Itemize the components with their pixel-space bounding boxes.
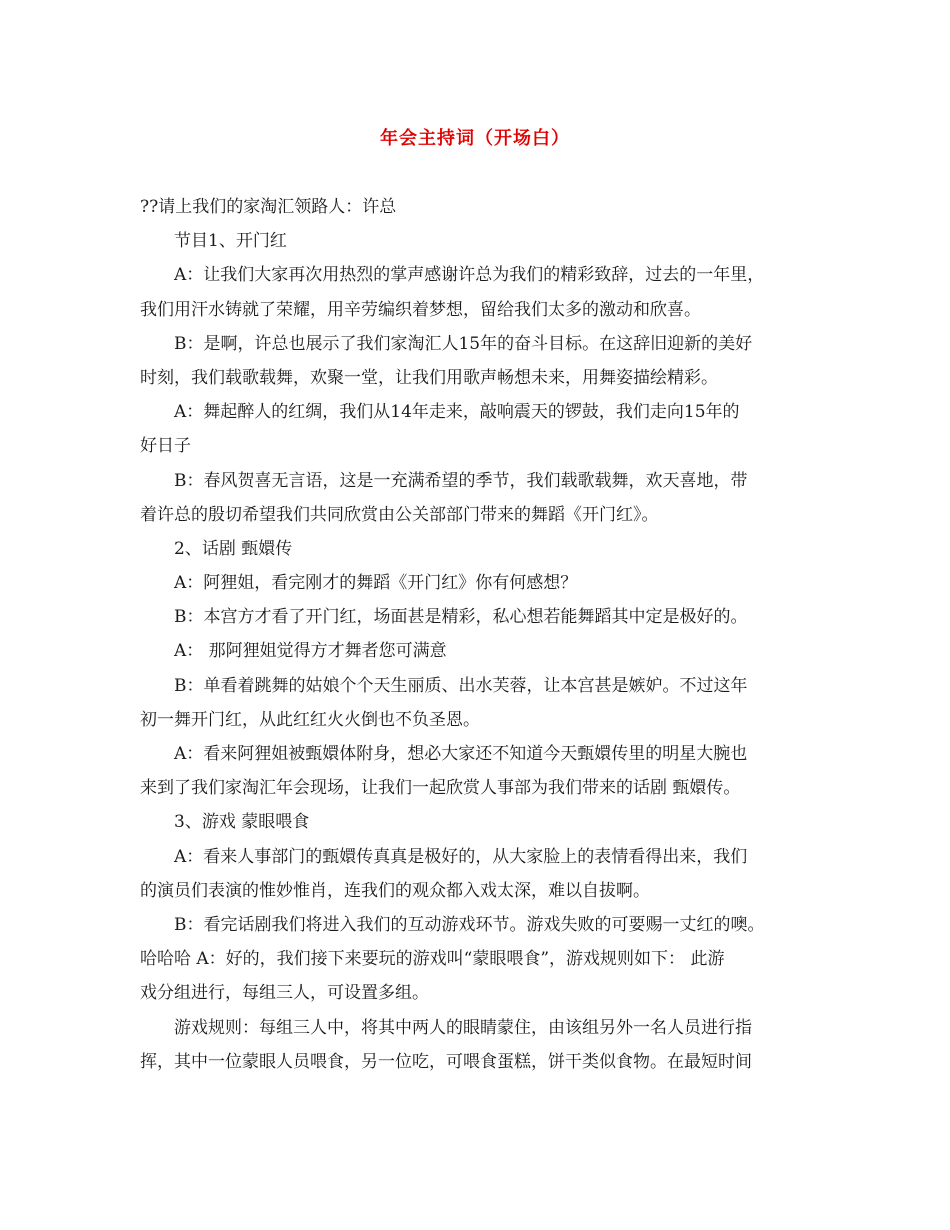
body-text-line: 2、话剧 甄嬛传 xyxy=(174,538,293,559)
body-text-line: 来到了我们家淘汇年会现场，让我们一起欣赏人事部为我们带来的话剧 甄嬛传。 xyxy=(140,778,741,799)
body-text-line: 初一舞开门红，从此红红火火倒也不负圣恩。 xyxy=(140,709,480,730)
body-text-line: A：阿狸姐，看完刚才的舞蹈《开门红》你有何感想？ xyxy=(174,573,578,594)
body-text-line: B：本宫方才看了开门红，场面甚是精彩，私心想若能舞蹈其中定是极好的。 xyxy=(174,607,748,628)
body-text-line: 我们用汗水铸就了荣耀，用辛劳编织着梦想，留给我们太多的激动和欣喜。 xyxy=(140,299,701,320)
document-title: 年会主持词（开场白） xyxy=(380,128,570,149)
body-text-line: 节目1、开门红 xyxy=(174,231,287,252)
body-text-line: A： 那阿狸姐觉得方才舞者您可满意 xyxy=(174,641,447,662)
body-text-line: A：让我们大家再次用热烈的掌声感谢许总为我们的精彩致辞，过去的一年里， xyxy=(174,265,765,286)
body-text-line: 着许总的殷切希望我们共同欣赏由公关部部门带来的舞蹈《开门红》。 xyxy=(140,504,659,525)
body-text-line: A：看来阿狸姐被甄嬛体附身，想必大家还不知道今天甄嬛传里的明星大腕也 xyxy=(174,744,748,764)
body-text-line: 游戏规则：每组三人中，将其中两人的眼睛蒙住，由该组另外一名人员进行指 xyxy=(174,1017,752,1038)
body-text-line: 戏分组进行，每组三人，可设置多组。 xyxy=(140,983,429,1004)
body-text-line: 时刻，我们载歌载舞，欢聚一堂，让我们用歌声畅想未来，用舞姿描绘精彩。 xyxy=(140,367,718,388)
body-text-line: 的演员们表演的惟妙惟肖，连我们的观众都入戏太深，难以自拔啊。 xyxy=(140,880,650,901)
body-text-line: B：单看着跳舞的姑娘个个天生丽质、出水芙蓉，让本宫甚是嫉妒。不过这年 xyxy=(174,675,748,696)
body-text-line: B：是啊，许总也展示了我们家淘汇人15年的奋斗目标。在这辞旧迎新的美好 xyxy=(174,333,753,354)
body-text-line: 挥，其中一位蒙眼人员喂食，另一位吃，可喂食蛋糕，饼干类似食物。在最短时间 xyxy=(140,1051,752,1072)
document-body xyxy=(140,190,820,1079)
body-text-line: ??请上我们的家淘汇领路人：许总 xyxy=(140,197,397,217)
body-text-line: A：看来人事部门的甄嬛传真真是极好的，从大家脸上的表情看得出来，我们 xyxy=(174,846,748,867)
body-text-line: B：春风贺喜无言语，这是一充满希望的季节，我们载歌载舞，欢天喜地，带 xyxy=(174,470,748,491)
body-text-line: 哈哈哈 A：好的，我们接下来要玩的游戏叫“蒙眼喂食”，游戏规则如下： 此游 xyxy=(140,949,725,970)
body-text-line: A：舞起醉人的红绸，我们从14年走来，敲响震天的锣鼓，我们走向15年的 xyxy=(174,402,740,423)
body-text-line: 好日子 xyxy=(140,436,191,457)
body-text-line: 3、游戏 蒙眼喂食 xyxy=(174,812,310,833)
body-text-line: B：看完话剧我们将进入我们的互动游戏环节。游戏失败的可要赐一丈红的噢。 xyxy=(174,914,765,935)
